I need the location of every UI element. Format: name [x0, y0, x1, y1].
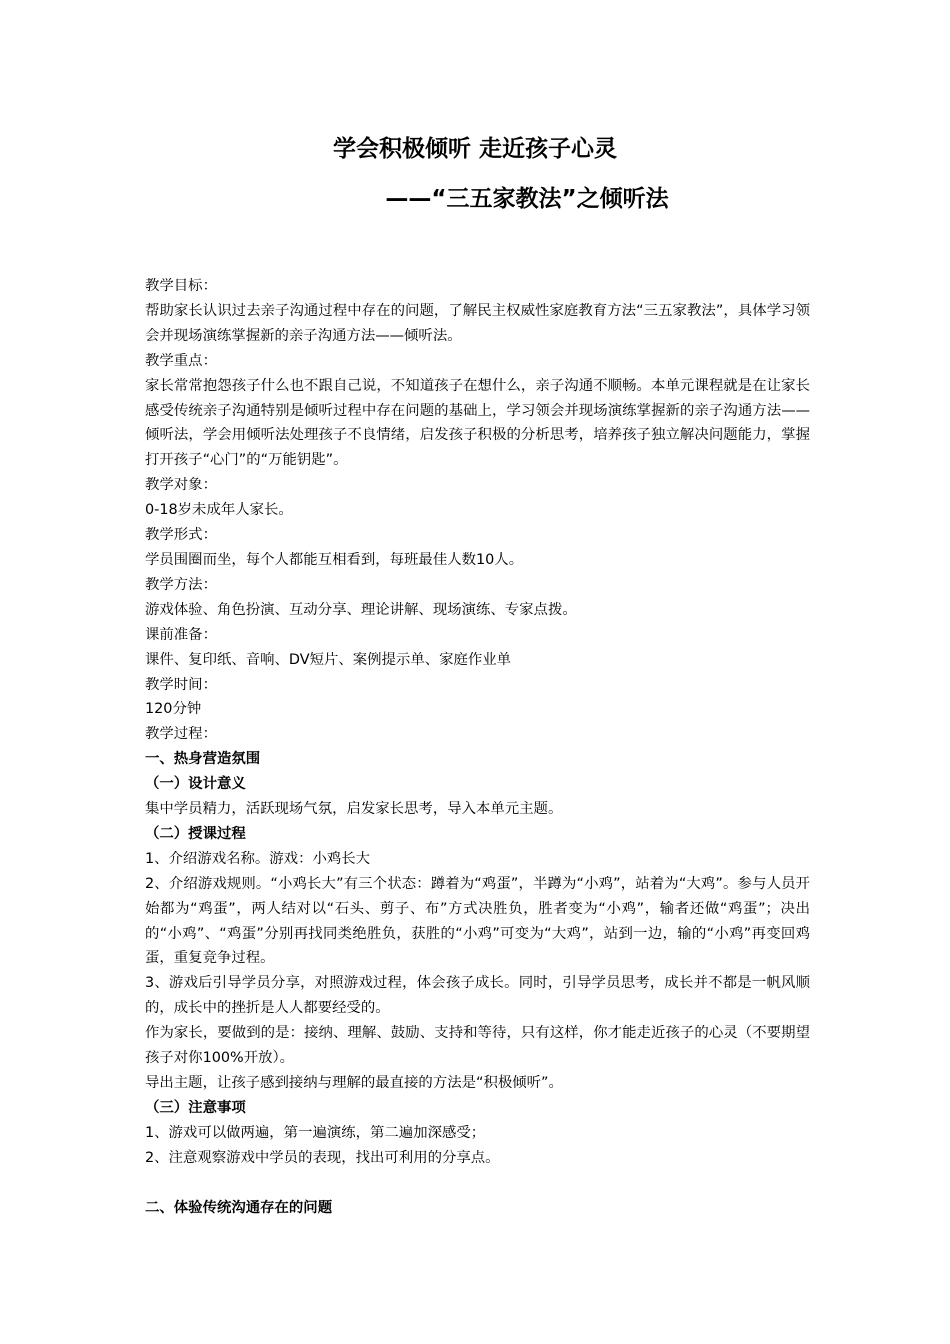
goal-label: 教学目标： [145, 278, 217, 294]
section-1-2-paragraph: 3、游戏后引导学员分享，对照游戏过程，体会孩子成长。同时，引导学员思考，成长并不都是一帆风顺的，成长中的挫折是人人都要经受的。 [145, 975, 810, 1017]
paragraph-gap [145, 1171, 810, 1196]
section-1-2-paragraph: 导出主题，让孩子感到接纳与理解的最直接的方法是“积极倾听”。 [145, 1075, 563, 1091]
form-label: 教学形式： [145, 527, 217, 544]
audience-text: 0-18岁未成年人家长。 [145, 502, 293, 519]
section-2-heading: 二、体验传统沟通存在的问题 [145, 1199, 333, 1216]
time-label: 教学时间： [145, 676, 217, 693]
section-1-3-paragraph: 2、注意观察游戏中学员的表现，找出可利用的分享点。 [145, 1149, 500, 1166]
section-1-1-text: 集中学员精力，活跃现场气氛，启发家长思考，导入本单元主题。 [145, 801, 563, 818]
document-subtitle: ——“三五家教法”之倾听法 [385, 186, 669, 212]
method-text: 游戏体验、角色扮演、互动分享、理论讲解、现场演练、专家点拨。 [145, 601, 577, 618]
prep-label: 课前准备： [145, 626, 217, 643]
focus-label: 教学重点： [145, 352, 217, 369]
section-1-2-heading: （二）授课过程 [145, 825, 246, 842]
goal-text: 帮助家长认识过去亲子沟通过程中存在的问题，了解民主权威性家庭教育方法“三五家教法”，具体学习领会并现场演练掌握新的亲子沟通方法——倾听法。 [145, 302, 810, 344]
section-1-1-heading: （一）设计意义 [145, 776, 246, 793]
focus-text: 家长常常抱怨孩子什么也不跟自己说，不知道孩子在想什么，亲子沟通不顺畅。本单元课程就是在让家长感受传统亲子沟通特别是倾听过程中存在问题的基础上，学习领会并现场演练掌握新的亲子沟通方法——倾听法，学会用倾听法处理孩子不良情绪，启发孩子积极的分析思考，培养孩子独立解决问题能力，掌握打开孩子“心门”的“万能钥匙”。 [145, 377, 810, 469]
section-1-heading: 一、热身营造氛围 [145, 751, 261, 768]
prep-text: 课件、复印纸、音响、DV短片、案例提示单、家庭作业单 [145, 651, 512, 668]
section-1-3-paragraph: 1、游戏可以做两遍，第一遍演练，第二遍加深感受； [145, 1124, 486, 1141]
section-1-2-paragraph: 2、介绍游戏规则。“小鸡长大”有三个状态：蹲着为“鸡蛋”，半蹲为“小鸡”，站着为“大鸡”。参与人员开始都为“鸡蛋”，两人结对以“石头、剪子、布”方式决胜负，胜者变为“小鸡”，输者还做“鸡蛋”；决出的“小鸡”、“鸡蛋”分别再找同类绝胜负，获胜的“小鸡”可变为“大鸡”，站到一边，输的“小鸡”再变回鸡蛋，重复竞争过程。 [145, 875, 810, 967]
audience-label: 教学对象： [145, 477, 217, 494]
method-label: 教学方法： [145, 576, 217, 593]
section-1-2-paragraph: 1、介绍游戏名称。游戏：小鸡长大 [145, 850, 371, 867]
document-title: 学会积极倾听 走近孩子心灵 [332, 136, 617, 162]
form-text: 学员围圈而坐，每个人都能互相看到，每班最佳人数10人。 [145, 551, 524, 568]
process-label: 教学过程： [145, 726, 217, 743]
section-1-3-heading: （三）注意事项 [145, 1099, 246, 1116]
document-body [145, 274, 810, 1220]
time-text: 120分钟 [145, 701, 202, 718]
section-1-2-paragraph: 作为家长，要做到的是：接纳、理解、鼓励、支持和等待，只有这样，你才能走近孩子的心灵（不要期望孩子对你100%开放）。 [145, 1025, 810, 1067]
